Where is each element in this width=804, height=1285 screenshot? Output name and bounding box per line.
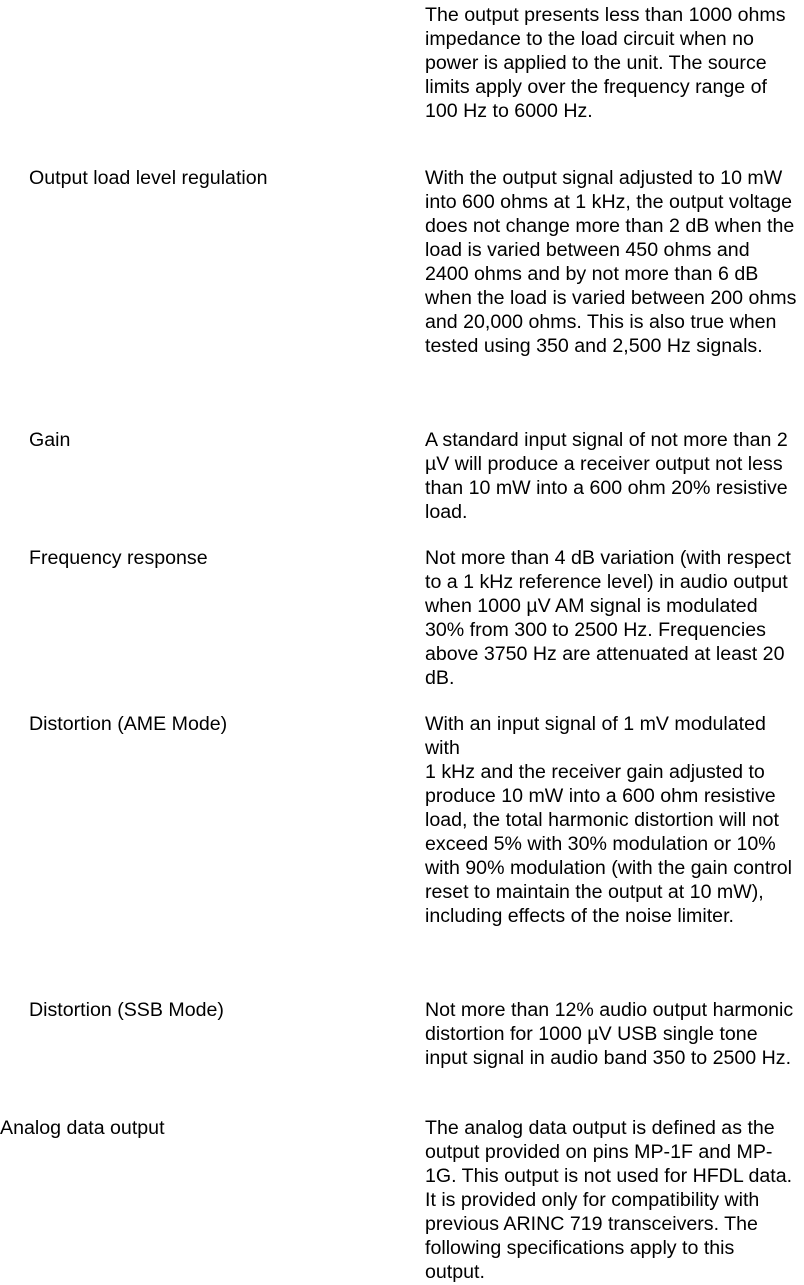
- spec-label: Analog data output: [0, 1117, 165, 1139]
- spec-label: Distortion (AME Mode): [29, 713, 228, 735]
- intro-paragraph: The output presents less than 1000 ohms impedance to the load circuit when no power is applied to the unit. The source limits apply over the frequency range of 100 Hz to 6000 Hz.: [425, 4, 786, 122]
- spec-label: Gain: [29, 429, 71, 451]
- spec-description: Not more than 4 dB variation (with respect to a 1 kHz reference level) in audio output when 1000 µV AM signal is modulated 30% from 300 to 2500 Hz. Frequencies above 3750 Hz are attenuated at least 20 dB.: [425, 547, 791, 689]
- spec-description-line: With an input signal of 1 mV modulated with: [425, 713, 766, 759]
- spec-description: Not more than 12% audio output harmonic distortion for 1000 µV USB single tone input signal in audio band 350 to 2500 Hz.: [425, 999, 794, 1069]
- spec-description: A standard input signal of not more than 2 µV will produce a receiver output not less than 10 mW into a 600 ohm 20% resistive load.: [425, 429, 788, 523]
- spec-description: With the output signal adjusted to 10 mW into 600 ohms at 1 kHz, the output voltage does not change more than 2 dB when the load is varied between 450 ohms and 2400 ohms and by not more than 6 dB when the load is varied between 200 ohms and 20,000 ohms. This is also true when tested using 350 and 2,500 Hz signals.: [425, 167, 797, 357]
- spec-description-line: 1 kHz and the receiver gain adjusted to produce 10 mW into a 600 ohm resistive load, the total harmonic distortion will not exceed 5% with 30% modulation or 10% with 90% modulation (with the gain control reset to maintain the output at 10 mW), including effects of the noise limiter.: [425, 761, 793, 927]
- spec-label: Frequency response: [29, 547, 208, 569]
- spec-label: Distortion (SSB Mode): [29, 999, 224, 1021]
- spec-description: [425, 712, 797, 928]
- spec-description: The analog data output is defined as the output provided on pins MP-1F and MP-1G. This output is not used for HFDL data. It is provided only for compatibility with previous ARINC 719 transceivers. The following specifications apply to this output.: [425, 1117, 793, 1283]
- spec-label: Output load level regulation: [29, 167, 268, 189]
